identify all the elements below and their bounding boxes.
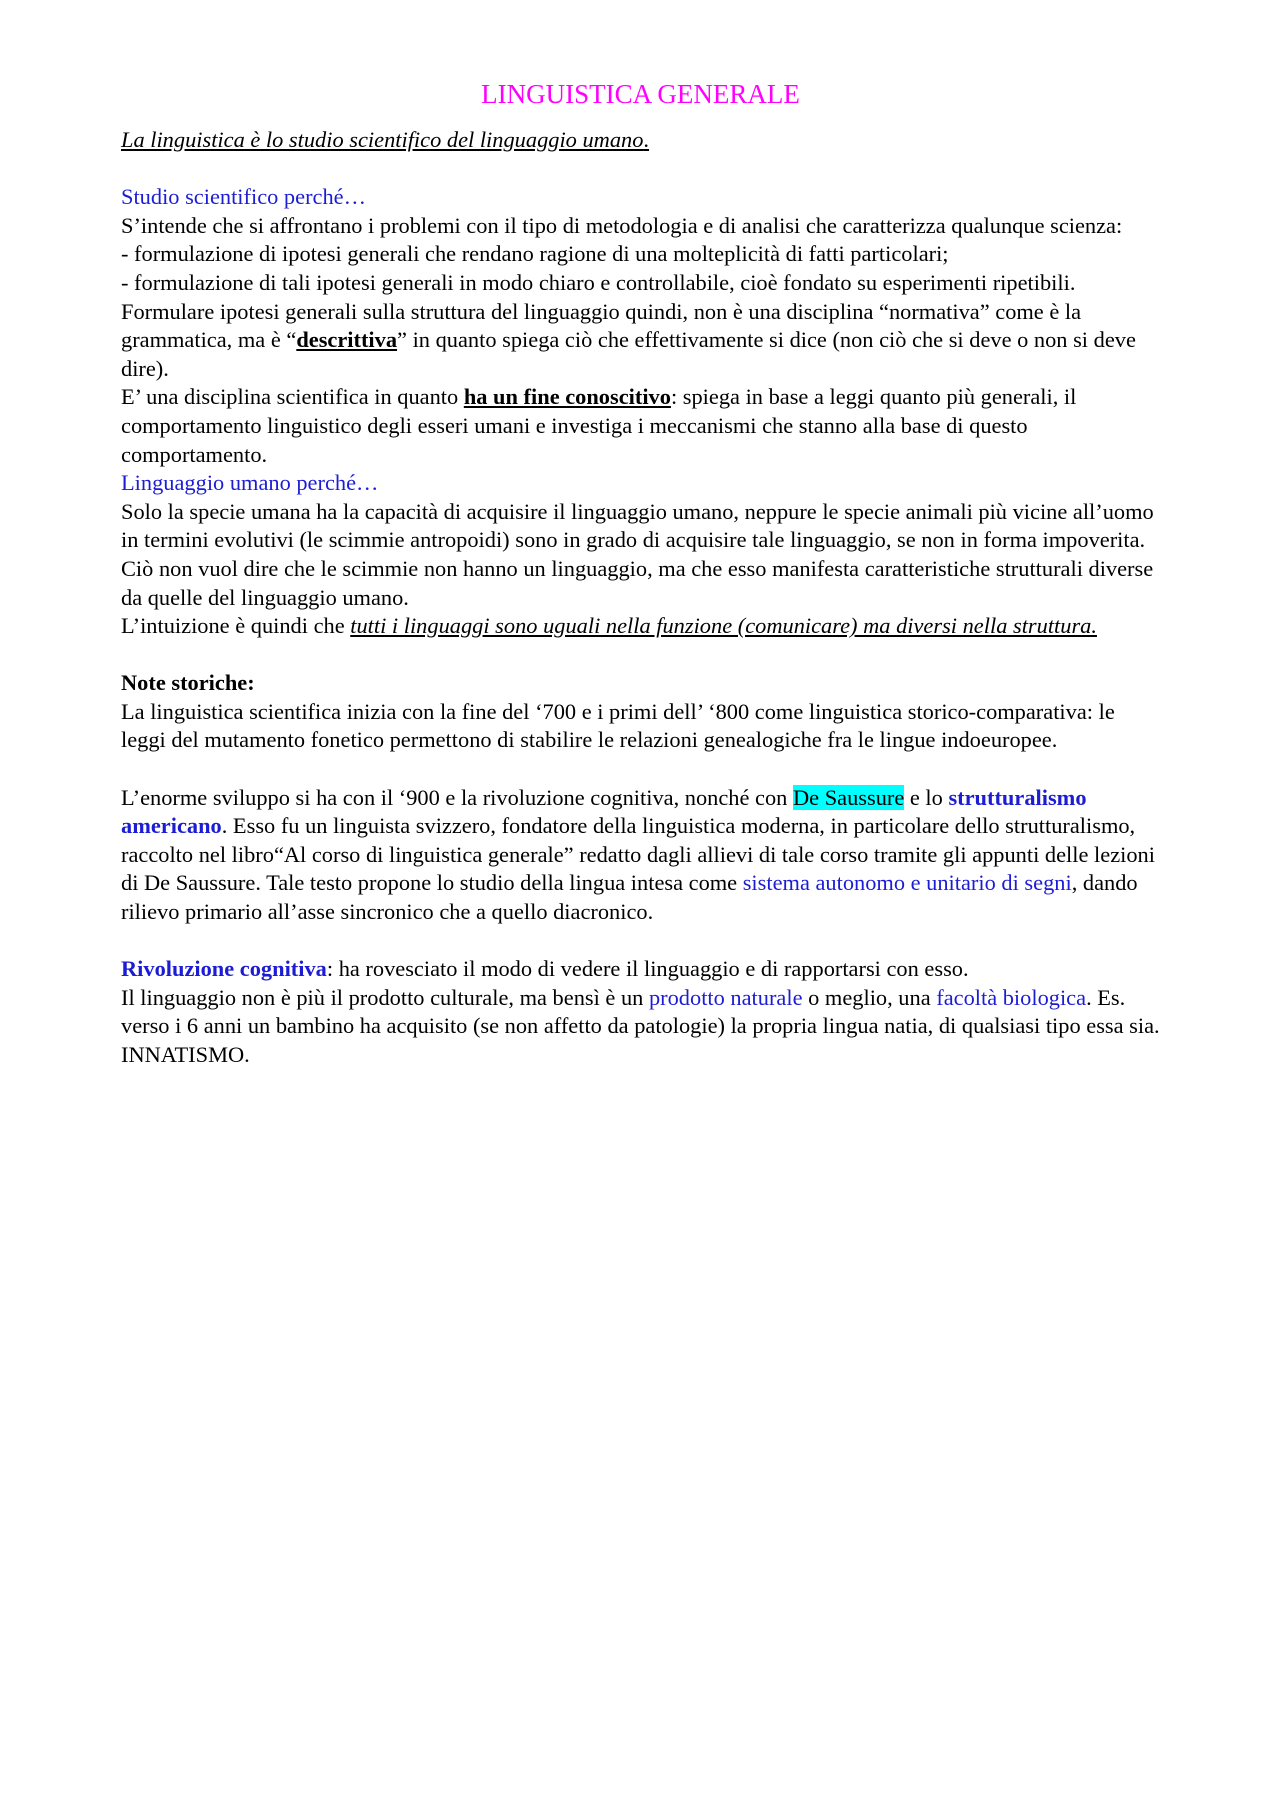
section-heading-studio: Studio scientifico perché… bbox=[121, 184, 366, 210]
spacer bbox=[121, 641, 1160, 670]
text-run: : spiega in base a leggi quanto più generali, il comportamento linguistico degli esseri umani e investiga i meccanismi che stanno alla base di questo comportamento. bbox=[121, 384, 1077, 467]
paragraph-saussure bbox=[121, 784, 1160, 927]
paragraph-species: Solo la specie umana ha la capacità di acquisire il linguaggio umano, neppure le specie animali più vicine all’uomo in termini evolutivi (le scimmie antropoidi) sono in grado di acquisire tale linguaggio, se non in forma impoverita. Ciò non vuol dire che le scimmie non hanno un linguaggio, ma che esso manifesta caratteristiche strutturali diverse da quelle del linguaggio umano. bbox=[121, 498, 1154, 610]
paragraph-scientific bbox=[121, 383, 1160, 469]
section-heading-linguaggio: Linguaggio umano perché… bbox=[121, 470, 379, 496]
highlight-de-saussure: De Saussure bbox=[792, 784, 905, 810]
emphasis-prodotto-naturale: prodotto naturale bbox=[648, 984, 803, 1010]
text-run: Il linguaggio non è più il prodotto culturale, ma bensì è un bbox=[121, 984, 649, 1010]
document-title: LINGUISTICA GENERALE bbox=[481, 79, 800, 109]
text-run: o meglio, una bbox=[802, 984, 937, 1010]
paragraph-descriptive bbox=[121, 298, 1160, 384]
paragraph-history: La linguistica scientifica inizia con la fine del ‘700 e i primi dell’ ‘800 come linguistica storico-comparativa: le leggi del mutamento fonetico permettono di stabilire le relazioni genealogiche fra le lingue indoeuropee. bbox=[121, 698, 1115, 753]
intro-end: . bbox=[643, 127, 650, 152]
spacer bbox=[121, 927, 1160, 956]
intro-paragraph bbox=[121, 126, 1160, 155]
emphasis-intuition: tutti i linguaggi sono uguali nella funzione (comunicare) ma diversi nella struttura. bbox=[350, 613, 1097, 639]
emphasis-facolta-biologica: facoltà biologica bbox=[936, 984, 1087, 1010]
bullet-item: - formulazione di tali ipotesi generali in modo chiaro e controllabile, cioè fondato su esperimenti ripetibili. bbox=[121, 269, 1076, 295]
intro-text: La linguistica è lo studio scientifico del linguaggio umano bbox=[121, 127, 644, 152]
bullet-item: - formulazione di ipotesi generali che rendano ragione di una molteplicità di fatti particolari; bbox=[121, 241, 949, 267]
paragraph-innatismo bbox=[121, 984, 1160, 1070]
emphasis-sistema-segni: sistema autonomo e unitario di segni bbox=[742, 870, 1072, 896]
emphasis-rivoluzione-cognitiva: Rivoluzione cognitiva bbox=[121, 956, 327, 982]
paragraph-rivoluzione bbox=[121, 955, 1160, 984]
emphasis-strutturalismo: strutturalismo americano bbox=[121, 784, 1087, 839]
text-run: Formulare ipotesi generali sulla struttura del linguaggio quindi, non è una disciplina “normativa” come è la grammatica, ma è “ bbox=[121, 298, 1082, 353]
spacer bbox=[121, 155, 1160, 184]
text-run: . Es. verso i 6 anni un bambino ha acquisito (se non affetto da patologie) la propria lingua natia, di qualsiasi tipo essa sia. INNATISMO. bbox=[121, 984, 1160, 1067]
emphasis-descrittiva: descrittiva bbox=[296, 327, 398, 353]
text-run: e lo bbox=[904, 784, 949, 810]
text-run: ” in quanto spiega ciò che effettivamente si dice (non ciò che si deve o non si deve dire). bbox=[121, 327, 1136, 381]
text-run: E’ una disciplina scientifica in quanto bbox=[121, 384, 464, 410]
text-run: , dando rilievo primario all’asse sincronico che a quello diacronico. bbox=[121, 870, 1138, 925]
text-run: : ha rovesciato il modo di vedere il linguaggio e di rapportarsi con esso. bbox=[326, 956, 969, 982]
text-run: L’intuizione è quindi che bbox=[121, 613, 351, 639]
emphasis-fine-conoscitivo: ha un fine conoscitivo bbox=[463, 384, 671, 410]
text-run: . Esso fu un linguista svizzero, fondatore della linguistica moderna, in particolare dello strutturalismo, raccolto nel libro“Al corso di linguistica generale” redatto dagli allievi di tale corso tramite gli appunti delle lezioni di De Saussure. Tale testo propone lo studio della lingua intesa come bbox=[121, 813, 1155, 896]
spacer bbox=[121, 755, 1160, 784]
section-heading-note-storiche: Note storiche: bbox=[121, 670, 255, 696]
paragraph-method: S’intende che si affrontano i problemi con il tipo di metodologia e di analisi che caratterizza qualunque scienza: bbox=[121, 212, 1123, 238]
paragraph-intuition bbox=[121, 612, 1160, 641]
text-run: L’enorme sviluppo si ha con il ‘900 e la rivoluzione cognitiva, nonché con bbox=[121, 784, 793, 810]
